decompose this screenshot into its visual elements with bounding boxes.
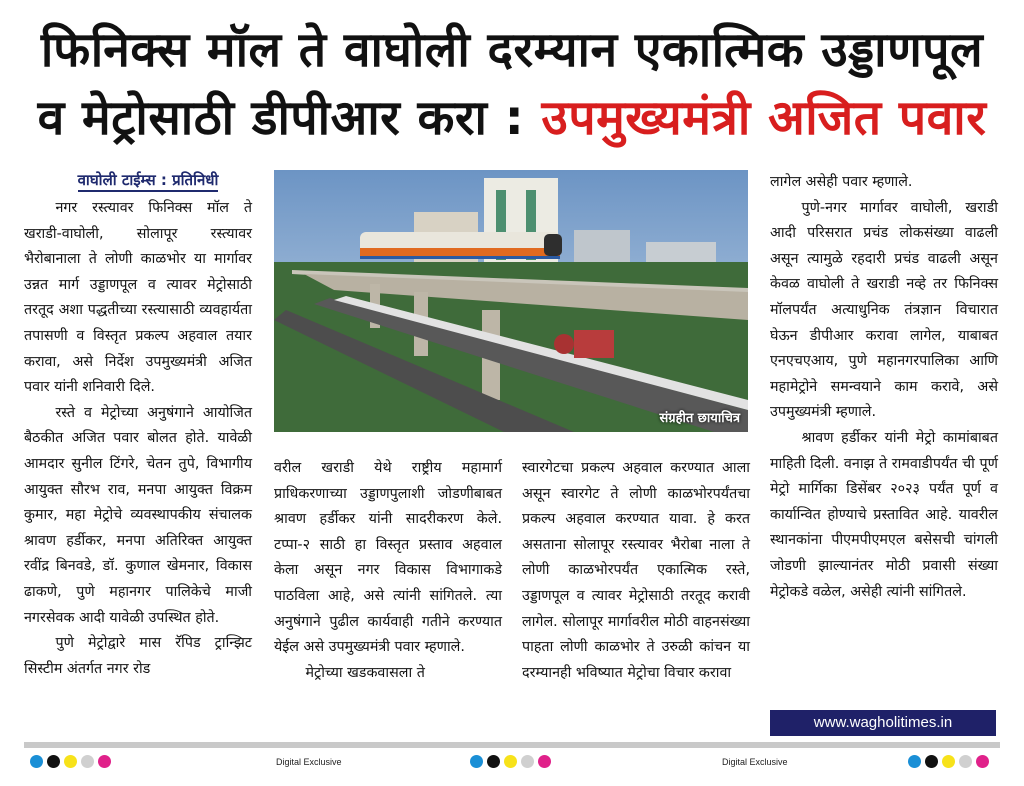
color-swatch bbox=[976, 755, 989, 768]
photo-caption: संग्रहीत छायाचित्र bbox=[659, 411, 740, 426]
color-swatch bbox=[504, 755, 517, 768]
color-swatches-left bbox=[30, 755, 111, 768]
column-2-paragraph: वरील खराडी येथे राष्ट्रीय महामार्ग प्राधिकरणाच्या उड्डाणपुलाशी जोडणीबाबत श्रावण हर्डीकर यांनी सादरीकरण केले. टप्पा-२ साठी हा विस्तृत प्रस्ताव अहवाल केला असून नगर विकास विभागाकडे पाठविला आहे, असे त्यांनी सांगितले. त्या अनुषंगाने पुढील कार्यवाही गतीने करण्यात येईल असे उपमुख्यमंत्री पवार म्हणाले. bbox=[274, 460, 502, 656]
color-swatch bbox=[81, 755, 94, 768]
color-swatch bbox=[30, 755, 43, 768]
footer-rule bbox=[24, 742, 1000, 748]
color-swatch bbox=[908, 755, 921, 768]
website-banner: www.wagholitimes.in bbox=[770, 710, 996, 736]
color-swatch bbox=[487, 755, 500, 768]
column-4-paragraph: लागेल असेही पवार म्हणाले. bbox=[770, 174, 913, 190]
color-swatch bbox=[538, 755, 551, 768]
color-swatches-right bbox=[908, 755, 989, 768]
color-swatches-center bbox=[470, 755, 551, 768]
column-2-paragraph: मेट्रोच्या खडकवासला ते bbox=[305, 664, 425, 681]
column-4-paragraph: श्रावण हर्डीकर यांनी मेट्रो कामांबाबत माहिती दिली. वनाझ ते रामवाडीपर्यंत ची पूर्ण मेट्रो मार्गिका डिसेंबर २०२३ पर्यंत पूर्ण व कार्यान्वित होण्याचे प्रस्तावित आहे. यावरील स्थानकांना पीएमपीएमएल बसेसची चांगली जोडणी झाल्यानंतर मोठी प्रवासी संख्या मेट्रोकडे वळेल, असेही त्यांनी सांगितले. bbox=[770, 429, 998, 600]
column-3 bbox=[522, 456, 750, 686]
column-3-paragraph: स्वारगेटचा प्रकल्प अहवाल करण्यात आला असून स्वारगेट ते लोणी काळभोरपर्यंतचा प्रकल्प अहवाल करण्यात यावा. हे करत असताना सोलापूर रस्त्यावर भैरोबा नाला ते लोणी काळभोरपर्यंत एकात्मिक रस्ते, उड्डाणपूल व त्यावर मेट्रोसाठी तरतूद करावी लागेल. सोलापूर मार्गावरील मोठी वाहनसंख्या पाहता लोणी काळभोर ते उरुळी कांचन या दरम्यानही भविष्यात मेट्रोचा विचार करावा bbox=[522, 460, 750, 681]
color-swatch bbox=[64, 755, 77, 768]
column-1 bbox=[24, 196, 252, 682]
column-1-paragraph: रस्ते व मेट्रोच्या अनुषंगाने आयोजित बैठकीत अजित पवार बोलत होते. यावेळी आमदार सुनील टिंगरे, चेतन तुपे, विभागीय आयुक्त सौरभ राव, मनपा आयुक्त विक्रम कुमार, महा मेट्रोचे व्यवस्थापकीय संचालक श्रावण हर्डीकर, मनपा अतिरिक्त आयुक्त रवींद्र बिनवडे, डॉ. कुणाल खेमनार, विकास ढाकणे, पुणे महानगर पालिकेचे माजी नगरसेवक आदी यावेळी उपस्थित होते. bbox=[24, 404, 252, 626]
color-swatch bbox=[521, 755, 534, 768]
metro-viaduct-image bbox=[274, 170, 748, 432]
color-swatch bbox=[925, 755, 938, 768]
footer-label-left: Digital Exclusive bbox=[276, 757, 342, 767]
color-swatch bbox=[959, 755, 972, 768]
column-1-paragraph: नगर रस्त्यावर फिनिक्स मॉल ते खराडी-वाघोली, सोलापूर रस्त्यावर भैरोबानाला ते लोणी काळभोर या मार्गावर उन्नत मार्ग उड्डाणपूल व त्यावर मेट्रोसाठी तरतूद अशा पद्धतीच्या रस्त्यासाठी व्यवहार्यता तपासणी व विस्तृत प्रकल्प अहवाल तयार करावा, असे निर्देश उपमुख्यमंत्री अजित पवार यांनी शनिवारी दिले. bbox=[24, 200, 252, 396]
byline bbox=[24, 170, 272, 190]
byline-text: वाघोली टाईम्स : प्रतिनिधी bbox=[78, 171, 219, 192]
headline-line-1: फिनिक्स मॉल ते वाघोली दरम्यान एकात्मिक उड्डाणपूल bbox=[40, 22, 984, 78]
column-4 bbox=[770, 170, 998, 605]
color-swatch bbox=[942, 755, 955, 768]
column-1-paragraph: पुणे मेट्रोद्वारे मास रॅपिड ट्रान्झिट सिस्टीम अंतर्गत नगर रोड bbox=[24, 635, 252, 677]
headline-black-part: व मेट्रोसाठी डीपीआर करा : bbox=[37, 90, 542, 146]
color-swatch bbox=[98, 755, 111, 768]
column-2 bbox=[274, 456, 502, 686]
footer-label-right: Digital Exclusive bbox=[722, 757, 788, 767]
column-4-paragraph: पुणे-नगर मार्गावर वाघोली, खराडी आदी परिसरात प्रचंड लोकसंख्या वाढली असून त्यामुळे रहदारी प्रचंड वाढली असून केवळ वाघोली ते खराडी नव्हे तर फिनिक्स मॉलपर्यंत अत्याधुनिक तंत्रज्ञान विचारात घेऊन डीपीआर करावा लागेल, याबाबत एनएचएआय, पुणे महानगरपालिका आणि महामेट्रोने समन्वयाने काम करावे, असे उपमुख्यमंत्री म्हणाले. bbox=[770, 199, 998, 421]
color-swatch bbox=[47, 755, 60, 768]
headline-line-2 bbox=[0, 88, 1024, 148]
headline-red-part: उपमुख्यमंत्री अजित पवार bbox=[541, 90, 987, 146]
color-swatch bbox=[470, 755, 483, 768]
metro-photo bbox=[274, 170, 748, 432]
